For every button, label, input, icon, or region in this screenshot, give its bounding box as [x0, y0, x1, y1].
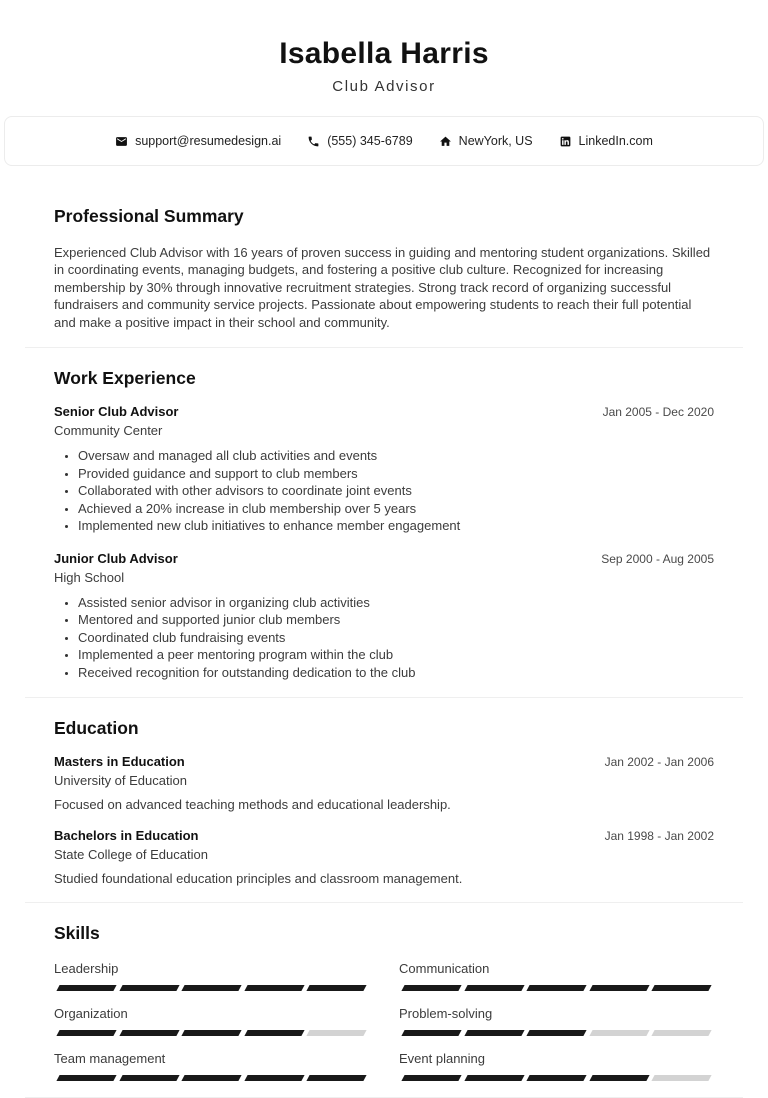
skill-segment-filled	[244, 1075, 304, 1081]
degree-entry	[54, 754, 714, 812]
degree-school: State College of Education	[54, 847, 208, 863]
section-work-experience	[54, 368, 714, 681]
phone-icon	[307, 135, 320, 148]
degree-description: Studied foundational education principles and classroom management.	[54, 871, 463, 887]
skill-segment-filled	[589, 1075, 649, 1081]
degree-title: Masters in Education	[54, 754, 185, 770]
contact-linkedin-text: LinkedIn.com	[578, 134, 653, 148]
skill-name: Communication	[399, 961, 490, 977]
section-education	[54, 718, 714, 886]
skill-segment-filled	[244, 985, 304, 991]
skill-segment-filled	[182, 1030, 242, 1036]
resume-body	[0, 206, 768, 1098]
section-divider	[25, 902, 743, 903]
contact-phone-text: (555) 345-6789	[327, 134, 413, 148]
education-heading: Education	[54, 718, 139, 739]
degree-entry-header	[54, 828, 714, 843]
skill-level-bar	[399, 1030, 714, 1036]
degree-dates: Jan 1998 - Jan 2002	[604, 829, 714, 844]
skill-segment-filled	[56, 1075, 116, 1081]
contact-location-text: NewYork, US	[458, 134, 533, 148]
skill-segment-filled	[119, 1030, 179, 1036]
skill-name: Problem-solving	[399, 1006, 493, 1022]
section-divider	[25, 697, 743, 698]
skill-segment-filled	[56, 985, 116, 991]
skill-name: Leadership	[54, 961, 119, 977]
job-bullet: • Coordinated club fundraising events	[78, 629, 714, 647]
skill-item	[54, 1006, 369, 1036]
skill-level-bar	[54, 1075, 369, 1081]
home-icon	[439, 135, 452, 148]
skill-segment-filled	[527, 1030, 587, 1036]
degree-description: Focused on advanced teaching methods and educational leadership.	[54, 797, 451, 813]
job-bullet: • Implemented a peer mentoring program within the club	[78, 646, 714, 664]
job-bullet: • Implemented new club initiatives to enhance member engagement	[78, 517, 714, 535]
email-icon	[115, 135, 128, 148]
skill-segment-filled	[56, 1030, 116, 1036]
skill-segment-filled	[401, 1030, 461, 1036]
skill-segment-filled	[401, 985, 461, 991]
candidate-name: Isabella Harris	[279, 37, 489, 70]
skill-item	[54, 961, 369, 991]
contact-location	[439, 134, 533, 148]
job-bullet: • Received recognition for outstanding dedication to the club	[78, 664, 714, 682]
skill-segment-filled	[401, 1075, 461, 1081]
contact-email[interactable]	[115, 134, 281, 148]
skill-level-bar	[54, 985, 369, 991]
degree-entry-header	[54, 754, 714, 769]
contact-phone[interactable]	[307, 134, 412, 148]
resume-header	[0, 0, 768, 95]
skill-segment-empty	[589, 1030, 649, 1036]
job-entry	[54, 551, 714, 682]
job-bullet: • Achieved a 20% increase in club membership over 5 years	[78, 500, 714, 518]
skill-item	[54, 1051, 369, 1081]
skill-segment-filled	[307, 985, 367, 991]
skill-item	[399, 1051, 714, 1081]
summary-heading: Professional Summary	[54, 206, 244, 226]
skill-item	[399, 1006, 714, 1036]
skill-segment-filled	[589, 985, 649, 991]
job-title: Junior Club Advisor	[54, 550, 178, 566]
contact-linkedin[interactable]	[559, 134, 653, 148]
job-bullet: • Mentored and supported junior club members	[78, 611, 714, 629]
skills-heading: Skills	[54, 923, 100, 944]
job-dates: Sep 2000 - Aug 2005	[601, 551, 714, 566]
skill-segment-filled	[182, 985, 242, 991]
skill-segment-filled	[464, 985, 524, 991]
skill-segment-filled	[119, 1075, 179, 1081]
skill-level-bar	[399, 985, 714, 991]
job-bullet-list	[54, 447, 714, 535]
skill-segment-filled	[527, 1075, 587, 1081]
skill-segment-filled	[652, 985, 712, 991]
skill-level-bar	[399, 1075, 714, 1081]
skill-item	[399, 961, 714, 991]
job-entry-header	[54, 404, 714, 419]
job-title: Senior Club Advisor	[54, 404, 179, 420]
section-skills	[54, 923, 714, 1081]
skills-grid	[54, 961, 714, 1081]
skill-segment-empty	[652, 1075, 712, 1081]
job-bullet: • Provided guidance and support to club members	[78, 465, 714, 483]
job-dates: Jan 2005 - Dec 2020	[602, 405, 714, 420]
skill-segment-filled	[119, 985, 179, 991]
job-bullet-list	[54, 594, 714, 682]
candidate-job-title: Club Advisor	[332, 78, 436, 95]
job-organization: Community Center	[54, 423, 163, 439]
summary-text: Experienced Club Advisor with 16 years of proven success in guiding and mentoring student organizations. Skilled in coordinating events, managing budgets, and fostering a positive club culture. Recognized for increasing membership by 30% through innovative recruitment strategies. Strong track record of organizing successful fundraisers and community service projects. Passionate about empowering students to reach their full potential and make a positive impact in their school and community.	[54, 245, 711, 330]
experience-heading: Work Experience	[54, 368, 196, 389]
skill-name: Team management	[54, 1051, 166, 1067]
skill-segment-empty	[307, 1030, 367, 1036]
job-organization: High School	[54, 569, 125, 585]
skill-level-bar	[54, 1030, 369, 1036]
linkedin-icon	[559, 135, 572, 148]
skill-segment-filled	[244, 1030, 304, 1036]
skill-segment-filled	[464, 1030, 524, 1036]
section-professional-summary	[54, 206, 714, 331]
job-bullet: • Assisted senior advisor in organizing club activities	[78, 594, 714, 612]
section-divider	[25, 347, 743, 348]
skill-segment-empty	[652, 1030, 712, 1036]
job-entry	[54, 404, 714, 535]
contact-email-text: support@resumedesign.ai	[135, 134, 282, 148]
skill-segment-filled	[182, 1075, 242, 1081]
job-bullet: • Oversaw and managed all club activities and events	[78, 447, 714, 465]
degree-dates: Jan 2002 - Jan 2006	[604, 755, 714, 770]
skill-segment-filled	[307, 1075, 367, 1081]
job-entry-header	[54, 551, 714, 566]
degree-title: Bachelors in Education	[54, 828, 199, 844]
degree-entry	[54, 828, 714, 886]
contact-bar	[4, 116, 764, 166]
skill-name: Organization	[54, 1006, 128, 1022]
job-bullet: • Collaborated with other advisors to coordinate joint events	[78, 482, 714, 500]
degree-school: University of Education	[54, 773, 187, 789]
skill-segment-filled	[464, 1075, 524, 1081]
skill-name: Event planning	[399, 1051, 486, 1067]
skill-segment-filled	[527, 985, 587, 991]
